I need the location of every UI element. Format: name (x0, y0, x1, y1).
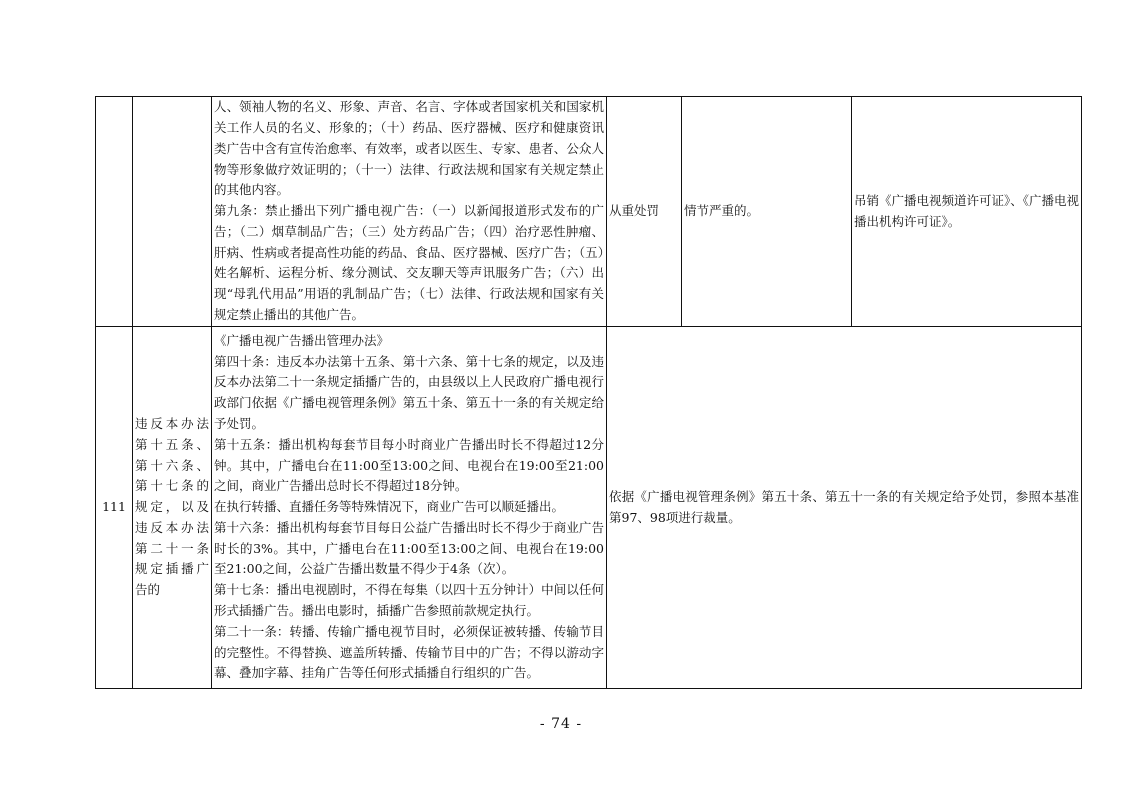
page-number: - 74 - (539, 716, 583, 732)
discretion-level: 从重处罚 (607, 97, 682, 327)
penalty-standard-merged: 依据《广播电视管理条例》第五十条、第五十一条的有关规定给予处罚，参照本基准第97、98项进行裁量。 (607, 327, 1082, 689)
legal-basis-paragraph: 第四十条：违反本办法第十五条、第十六条、第十七条的规定，以及违反本办法第二十一条规定插播广告的，由县级以上人民政府广播电视行政部门依据《广播电视管理条例》第五十条、第五十一条的有关规定给予处罚。 (214, 353, 604, 431)
violation-description: 违反本办法第十五条、第十六条、第十七条的规定，以及违反本办法第二十一条规定插播广告的 (133, 327, 212, 689)
legal-basis-paragraph: 在执行转播、直播任务等特殊情况下，商业广告可以顺延播出。 (214, 499, 565, 515)
legal-basis-paragraph: 第十七条：播出电视剧时，不得在每集（以四十五分钟计）中间以任何形式插播广告。播出电影时，插播广告参照前款规定执行。 (214, 582, 604, 619)
table-row (96, 97, 1082, 327)
penalty-standard-table (95, 96, 1081, 689)
circumstance: 情节严重的。 (682, 97, 852, 327)
legal-basis (212, 327, 607, 689)
legal-basis-paragraph: 第二十一条：转播、传输广播电视节目时，必须保证被转播、传输节目的完整性。不得替换、遮盖所转播、传输节目中的广告；不得以游动字幕、叠加字幕、挂角广告等任何形式插播自行组织的广告。 (214, 623, 604, 681)
legal-basis (212, 97, 607, 327)
penalty-standard: 吊销《广播电视频道许可证》、《广播电视播出机构许可证》。 (852, 97, 1082, 327)
legal-basis-paragraph: 人、领袖人物的名义、形象、声音、名言、字体或者国家机关和国家机关工作人员的名义、形象的；（十）药品、医疗器械、医疗和健康资讯类广告中含有宣传治愈率、有效率，或者以医生、专家、患者、公众人物等形象做疗效证明的；（十一）法律、行政法规和国家有关规定禁止的其他内容。 (214, 99, 604, 198)
violation-description (133, 97, 212, 327)
item-number (96, 97, 133, 327)
legal-basis-paragraph: 第十六条：播出机构每套节目每日公益广告播出时长不得少于商业广告时长的3%。其中，广播电台在11:00至13:00之间、电视台在19:00至21:00之间，公益广告播出数量不得少于4条（次）。 (214, 519, 604, 577)
legal-basis-paragraph: 第十五条：播出机构每套节目每小时商业广告播出时长不得超过12分钟。其中，广播电台在11:00至13:00之间、电视台在19:00至21:00之间，商业广告播出总时长不得超过18分钟。 (214, 436, 604, 494)
item-number: 111 (96, 327, 133, 689)
legal-basis-paragraph: 第九条：禁止播出下列广播电视广告：（一）以新闻报道形式发布的广告；（二）烟草制品广告；（三）处方药品广告；（四）治疗恶性肿瘤、肝病、性病或者提高性功能的药品、食品、医疗器械、医疗广告；（五）姓名解析、运程分析、缘分测试、交友聊天等声讯服务广告；（六）出现“母乳代用品”用语的乳制品广告；（七）法律、行政法规和国家有关规定禁止播出的其他广告。 (214, 203, 604, 323)
legal-basis-paragraph: 《广播电视广告播出管理办法》 (214, 332, 390, 348)
table-row (96, 327, 1082, 689)
